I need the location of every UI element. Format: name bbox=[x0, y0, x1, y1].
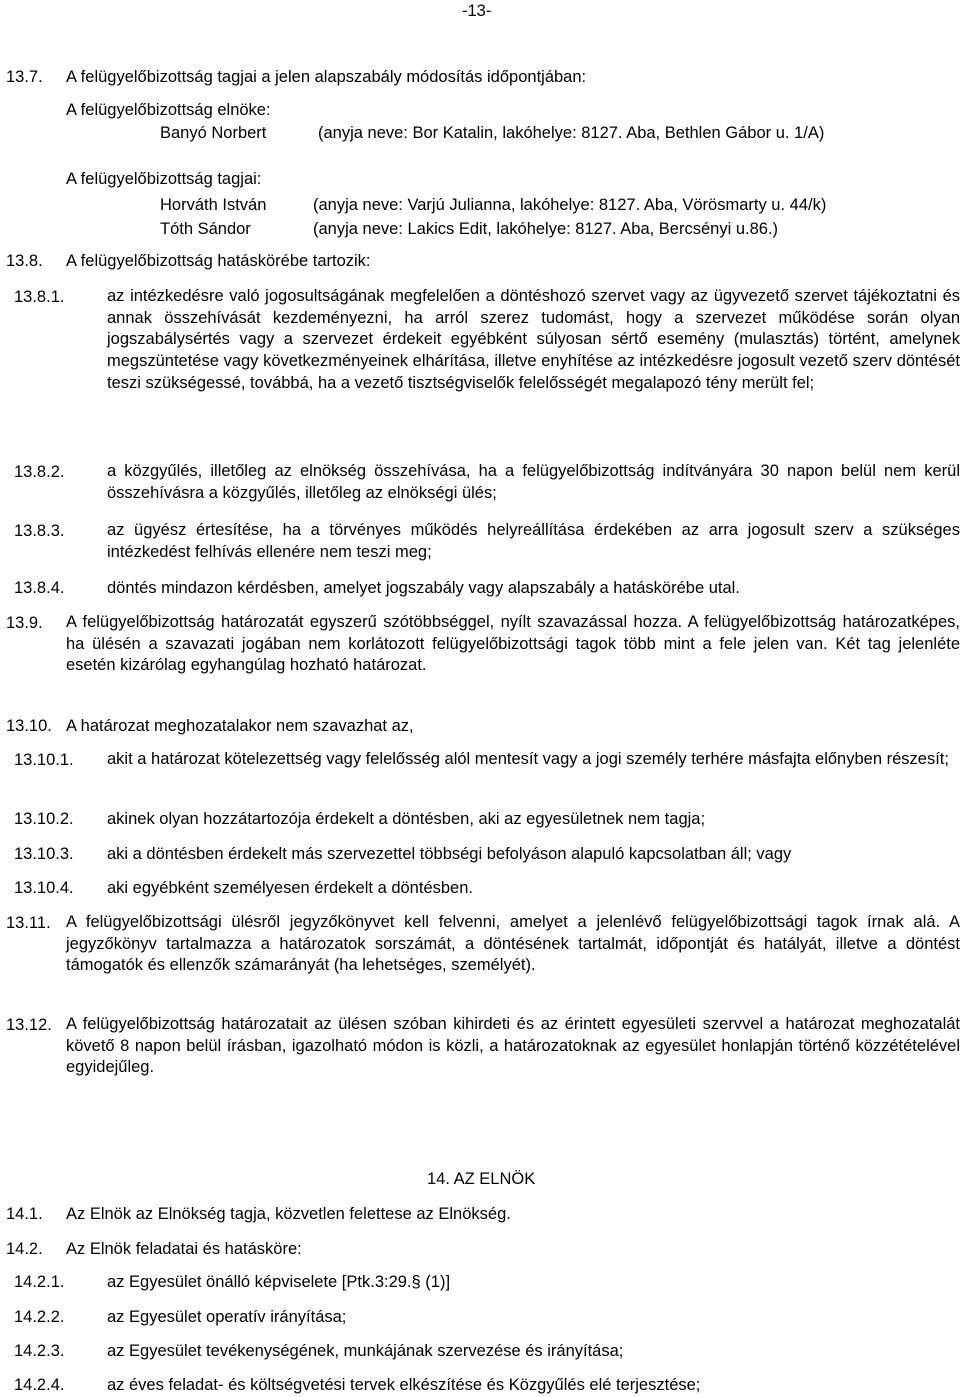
chapter-heading: 14. AZ ELNÖK bbox=[427, 1170, 536, 1188]
item-number: 13.8.2. bbox=[14, 463, 65, 481]
item-number: 13.10.4. bbox=[14, 879, 74, 897]
section-number-14-2: 14.2. bbox=[6, 1240, 43, 1258]
item-text: az Egyesület önálló képviselete [Ptk.3:29.§ (1)] bbox=[107, 1273, 451, 1291]
section-text-13-12: A felügyelőbizottság határozatait az ülésen szóban kihirdeti és az érintett egyesületi szervvel a határozat meghozatalát követő 8 napon belül írásban, igazolható módon is közli, a határozatoknak az egyesület honlapján történő közzétételével egyidejűleg. bbox=[66, 1015, 960, 1077]
section-number-13-7: 13.7. bbox=[6, 68, 43, 86]
section-number-13-9: 13.9. bbox=[6, 614, 43, 632]
chair-details: (anyja neve: Bor Katalin, lakóhelye: 8127. Aba, Bethlen Gábor u. 1/A) bbox=[318, 124, 825, 142]
item-text: aki egyébként személyesen érdekelt a döntésben. bbox=[107, 879, 473, 897]
item-number: 14.2.4. bbox=[14, 1376, 65, 1394]
item-number: 13.8.3. bbox=[14, 522, 65, 540]
section-number-13-12: 13.12. bbox=[6, 1016, 52, 1034]
item-number: 14.2.3. bbox=[14, 1342, 65, 1360]
section-title-13-8: A felügyelőbizottság hatáskörébe tartozik: bbox=[66, 252, 371, 270]
member-name: Horváth István bbox=[160, 196, 267, 214]
item-text: aki a döntésben érdekelt más szervezettel többségi befolyáson alapuló kapcsolatban áll; vagy bbox=[107, 845, 792, 863]
section-text-13-9: A felügyelőbizottság határozatát egyszerű szótöbbséggel, nyílt szavazással hozza. A felügyelőbizottság határozatképes, ha ülésén a szavazati jogában nem korlátozott felügyelőbizottsági tagok több mint a fele jelen van. Két tag jelenléte esetén kizárólag egyhangúlag hozható határozat. bbox=[66, 613, 960, 675]
item-number: 13.8.1. bbox=[14, 288, 65, 306]
item-text: akinek olyan hozzátartozója érdekelt a döntésben, aki az egyesületnek nem tagja; bbox=[107, 810, 706, 828]
item-number: 13.10.1. bbox=[14, 751, 74, 769]
section-number-13-8: 13.8. bbox=[6, 252, 43, 270]
item-text: döntés mindazon kérdésben, amelyet jogszabály vagy alapszabály a hatáskörébe utal. bbox=[107, 579, 740, 597]
section-number-13-11: 13.11. bbox=[6, 914, 51, 932]
item-number: 13.10.2. bbox=[14, 810, 74, 828]
item-text: akit a határozat kötelezettség vagy felelősség alól mentesít vagy a jogi személy terhére másfajta előnyben részesít; bbox=[107, 750, 949, 768]
section-text-14-1: Az Elnök az Elnökség tagja, közvetlen felettese az Elnökség. bbox=[66, 1205, 511, 1223]
section-text-14-2: Az Elnök feladatai és hatásköre: bbox=[66, 1240, 302, 1258]
chair-label: A felügyelőbizottság elnöke: bbox=[66, 101, 271, 119]
members-label: A felügyelőbizottság tagjai: bbox=[66, 170, 262, 188]
item-number: 13.8.4. bbox=[14, 579, 65, 597]
page-number: -13- bbox=[462, 2, 492, 20]
member-name: Tóth Sándor bbox=[160, 220, 251, 238]
section-text-13-11: A felügyelőbizottsági ülésről jegyzőkönyvet kell felvenni, amelyet a jelenlévő felügyelőbizottsági tagok írnak alá. A jegyzőkönyv tartalmazza a határozatok sorszámát, a döntésének tartalmát, időpontját és hatályát, illetve a döntést támogatók és ellenzők számarányát (ha lehetséges, személyét). bbox=[66, 913, 960, 975]
section-number-13-10: 13.10. bbox=[6, 717, 52, 735]
section-title-13-7: A felügyelőbizottság tagjai a jelen alapszabály módosítás időpontjában: bbox=[66, 68, 587, 86]
item-text: az Egyesület operatív irányítása; bbox=[107, 1308, 347, 1326]
item-text: az éves feladat- és költségvetési tervek elkészítése és Közgyűlés elé terjesztése; bbox=[107, 1376, 701, 1394]
member-details: (anyja neve: Lakics Edit, lakóhelye: 8127. Aba, Bercsényi u.86.) bbox=[313, 220, 779, 238]
section-text-13-10: A határozat meghozatalakor nem szavazhat az, bbox=[66, 717, 414, 735]
section-number-14-1: 14.1. bbox=[6, 1205, 43, 1223]
item-text: az Egyesület tevékenységének, munkájának szervezése és irányítása; bbox=[107, 1342, 624, 1360]
chair-name: Banyó Norbert bbox=[160, 124, 267, 142]
item-number: 14.2.2. bbox=[14, 1308, 65, 1326]
item-text: az intézkedésre való jogosultságának megfelelően a döntéshozó szervet vagy az ügyvezető szervet tájékoztatni és annak összehívását kezdeményezni, ha arról szerez tudomást, hogy a szervezet működése során olyan jogszabálysértés vagy a szervezet érdekeit egyébként súlyosan sértő esemény (mulasztás) történt, amelynek megszüntetése vagy következményeinek elhárítása, illetve enyhítése az intézkedésre jogosult vezető szerv döntését teszi szükségessé, továbbá, ha a vezető tisztségviselők felelősségét megalapozó tény merült fel; bbox=[107, 287, 960, 392]
item-number: 14.2.1. bbox=[14, 1273, 65, 1291]
member-details: (anyja neve: Varjú Julianna, lakóhelye: 8127. Aba, Vörösmarty u. 44/k) bbox=[313, 196, 827, 214]
item-number: 13.10.3. bbox=[14, 845, 74, 863]
item-text: az ügyész értesítése, ha a törvényes működés helyreállítása érdekében az arra jogosult szerv a szükséges intézkedést felhívás ellenére nem teszi meg; bbox=[107, 521, 960, 561]
item-text: a közgyűlés, illetőleg az elnökség összehívása, ha a felügyelőbizottság indítványára 30 napon belül nem kerül összehívásra a közgyűlés, illetőleg az elnökségi ülés; bbox=[107, 462, 960, 502]
